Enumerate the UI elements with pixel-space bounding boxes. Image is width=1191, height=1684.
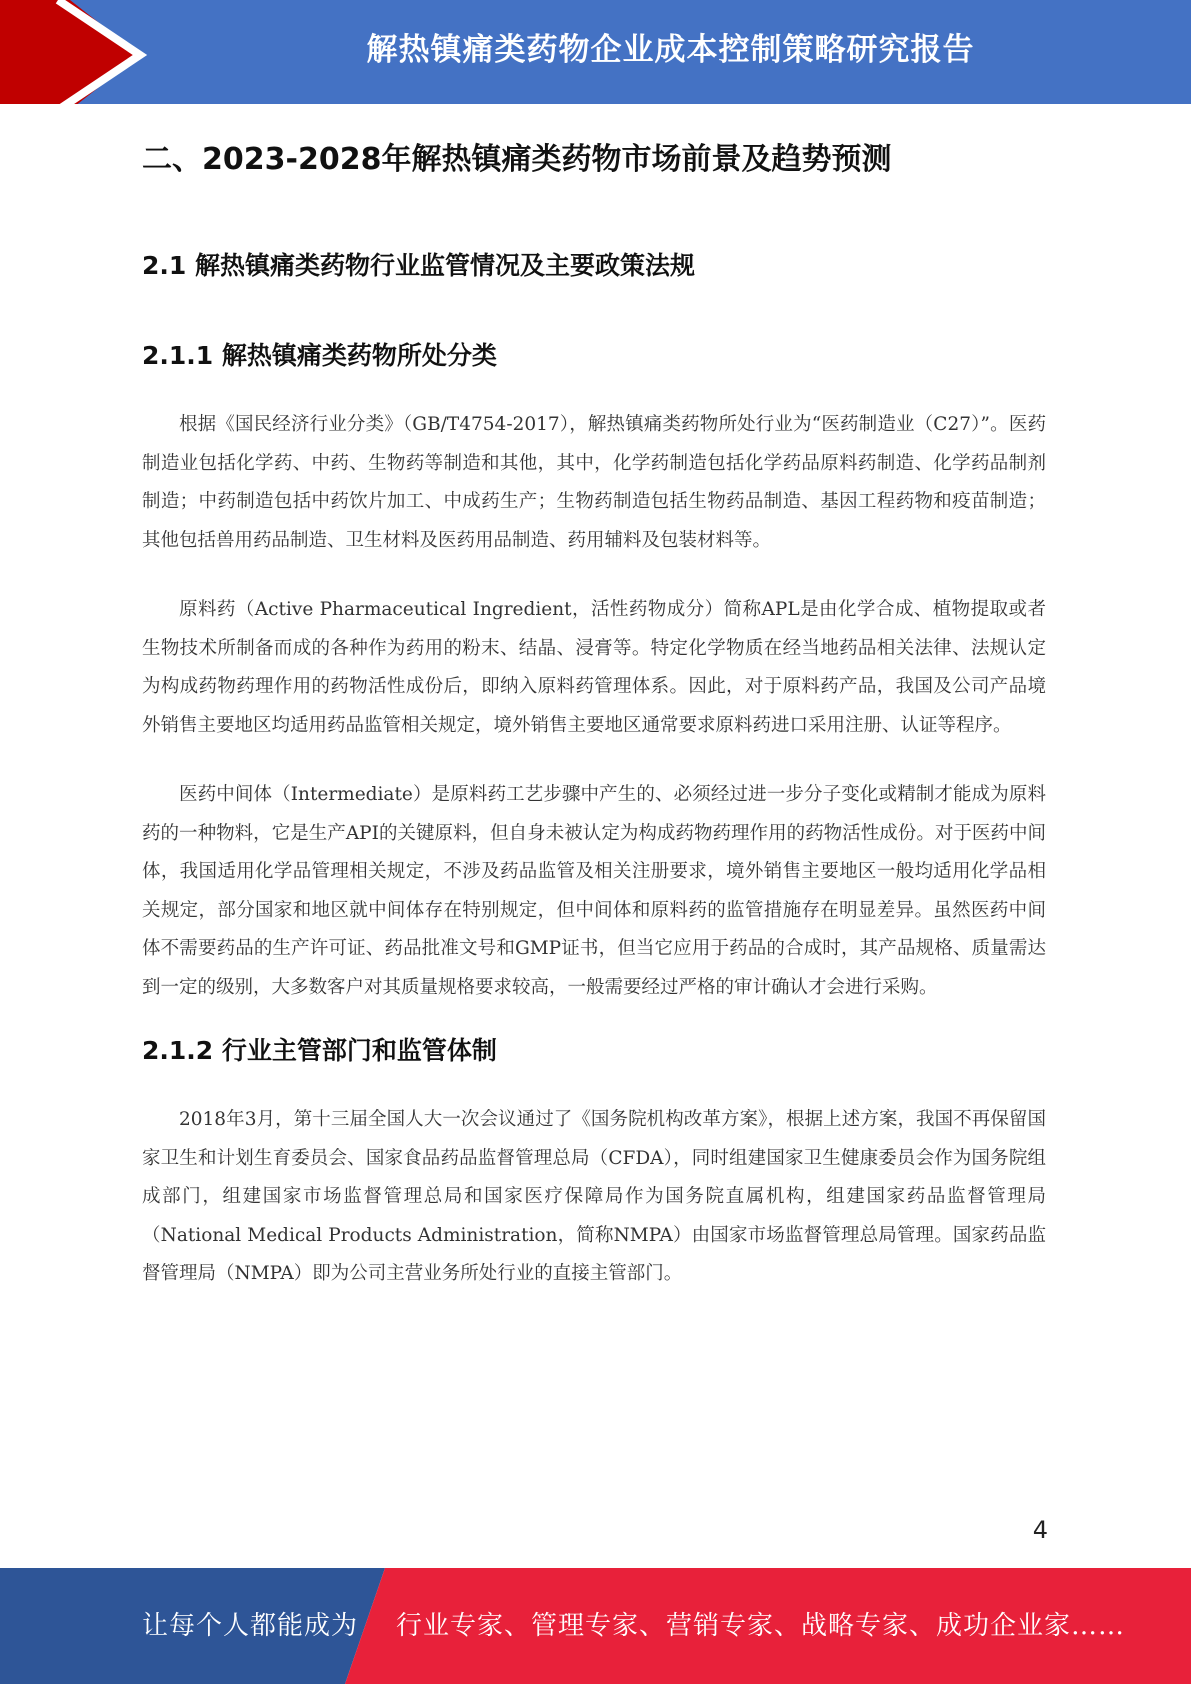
footer-slogan-left: 让每个人都能成为 [142, 1611, 359, 1641]
section-heading: 2.1 解热镇痛类药物行业监管情况及主要政策法规 [142, 251, 695, 280]
subsection-heading: 2.1.2 行业主管部门和监管体制 [142, 1036, 497, 1065]
page-footer [0, 1568, 1191, 1684]
footer-slogan-right: 行业专家、管理专家、营销专家、战略专家、成功企业家…… [396, 1611, 1126, 1641]
page-number: 4 [1032, 1516, 1048, 1544]
document-body [142, 136, 1046, 1325]
subsection-heading: 2.1.1 解热镇痛类药物所处分类 [142, 341, 497, 370]
paragraph: 根据《国民经济行业分类》（GB/T4754-2017），解热镇痛类药物所处行业为“医药制造业（C27）”。医药制造业包括化学药、中药、生物药等制造和其他，其中，化学药制造包括化学药品原料药制造、化学药品制剂制造；中药制造包括中药饮片加工、中成药生产；生物药制造包括生物药品制造、基因工程药物和疫苗制造；其他包括兽用药品制造、卫生材料及医药用品制造、药用辅料及包装材料等。 [142, 414, 1046, 551]
paragraph: 2018年3月，第十三届全国人大一次会议通过了《国务院机构改革方案》，根据上述方案，我国不再保留国家卫生和计划生育委员会、国家食品药品监督管理总局（CFDA），同时组建国家卫生健康委员会作为国务院组成部门，组建国家市场监督管理总局和国家医疗保障局作为国务院直属机构，组建国家药品监督管理局（National Medical Products Administration，简称NMPA）由国家市场监督管理总局管理。国家药品监督管理局（NMPA）即为公司主营业务所处行业的直接主管部门。 [142, 1109, 1046, 1284]
chapter-heading: 二、2023-2028年解热镇痛类药物市场前景及趋势预测 [142, 142, 892, 177]
page-header [0, 0, 1191, 110]
paragraph: 原料药（Active Pharmaceutical Ingredient，活性药物成分）简称APL是由化学合成、植物提取或者生物技术所制备而成的各种作为药用的粉末、结晶、浸膏等。特定化学物质在经当地药品相关法律、法规认定为构成药物药理作用的药物活性成份后，即纳入原料药管理体系。因此，对于原料药产品，我国及公司产品境外销售主要地区均适用药品监管相关规定，境外销售主要地区通常要求原料药进口采用注册、认证等程序。 [142, 599, 1046, 736]
report-title: 解热镇痛类药物企业成本控制策略研究报告 [366, 32, 975, 68]
paragraph: 医药中间体（Intermediate）是原料药工艺步骤中产生的、必须经过进一步分子变化或精制才能成为原料药的一种物料，它是生产API的关键原料，但自身未被认定为构成药物药理作用的药物活性成份。对于医药中间体，我国适用化学品管理相关规定，不涉及药品监管及相关注册要求，境外销售主要地区一般均适用化学品相关规定，部分国家和地区就中间体存在特别规定，但中间体和原料药的监管措施存在明显差异。虽然医药中间体不需要药品的生产许可证、药品批准文号和GMP证书，但当它应用于药品的合成时，其产品规格、质量需达到一定的级别，大多数客户对其质量规格要求较高，一般需要经过严格的审计确认才会进行采购。 [142, 784, 1046, 998]
